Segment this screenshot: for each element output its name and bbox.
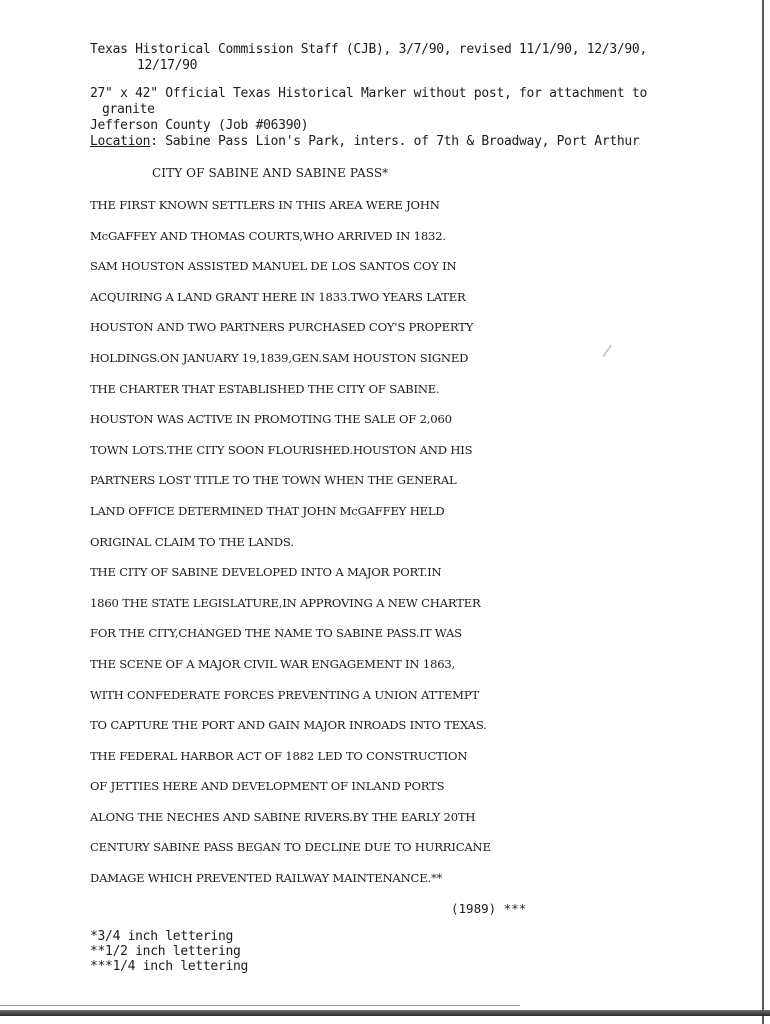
footnote: *3/4 inch lettering — [90, 929, 234, 944]
staff-revision-line-continued: 12/17/90 — [137, 58, 198, 73]
location-text: : Sabine Pass Lion's Park, inters. of 7th & Broadway, Port Arthur — [150, 134, 640, 149]
marker-text-line: ALONG THE NECHES AND SABINE RIVERS.BY THE EARLY 20TH — [90, 809, 476, 824]
marker-text-line: THE CITY OF SABINE DEVELOPED INTO A MAJOR PORT.IN — [90, 565, 442, 580]
staff-revision-line: Texas Historical Commission Staff (CJB), 3/7/90, revised 11/1/90, 12/3/90, — [90, 42, 647, 57]
marker-spec-line: 27" x 42" Official Texas Historical Marker without post, for attachment to — [90, 86, 647, 101]
marker-text-line: HOLDINGS.ON JANUARY 19,1839,GEN.SAM HOUSTON SIGNED — [90, 350, 469, 365]
marker-text-line: SAM HOUSTON ASSISTED MANUEL DE LOS SANTOS COY IN — [90, 259, 457, 274]
marker-text-line: 1860 THE STATE LEGISLATURE,IN APPROVING A NEW CHARTER — [90, 595, 481, 610]
marker-text-line: CENTURY SABINE PASS BEGAN TO DECLINE DUE TO HURRICANE — [90, 840, 491, 855]
marker-text-line: TOWN LOTS.THE CITY SOON FLOURISHED.HOUSTON AND HIS — [90, 442, 473, 457]
marker-title: CITY OF SABINE AND SABINE PASS* — [152, 166, 389, 180]
scan-edge-right — [762, 0, 764, 1024]
footnote: **1/2 inch lettering — [90, 944, 241, 959]
marker-text-line: WITH CONFEDERATE FORCES PREVENTING A UNION ATTEMPT — [90, 687, 479, 702]
marker-text-line: PARTNERS LOST TITLE TO THE TOWN WHEN THE GENERAL — [90, 473, 457, 488]
marker-text-line: THE FIRST KNOWN SETTLERS IN THIS AREA WERE JOHN — [90, 198, 440, 212]
footnote: ***1/4 inch lettering — [90, 959, 249, 974]
marker-text-line: THE FEDERAL HARBOR ACT OF 1882 LED TO CONSTRUCTION — [90, 748, 468, 763]
marker-text-line: ACQUIRING A LAND GRANT HERE IN 1833.TWO YEARS LATER — [90, 289, 466, 304]
marker-text-line: OF JETTIES HERE AND DEVELOPMENT OF INLAND PORTS — [90, 779, 445, 794]
marker-text-line: DAMAGE WHICH PREVENTED RAILWAY MAINTENANCE.** — [90, 871, 443, 886]
marker-text-line: McGAFFEY AND THOMAS COURTS,WHO ARRIVED IN 1832. — [90, 228, 446, 243]
marker-text-line: THE CHARTER THAT ESTABLISHED THE CITY OF SABINE. — [90, 381, 440, 396]
marker-spec-line-continued: granite — [102, 102, 155, 117]
location-line — [90, 134, 760, 150]
county-line: Jefferson County (Job #06390) — [90, 118, 309, 133]
marker-text-line: THE SCENE OF A MAJOR CIVIL WAR ENGAGEMENT IN 1863, — [90, 656, 456, 671]
marker-text — [90, 197, 690, 901]
scan-edge-bottom-line — [0, 1005, 520, 1006]
marker-text-line: TO CAPTURE THE PORT AND GAIN MAJOR INROADS INTO TEXAS. — [90, 718, 487, 733]
scan-edge-bottom — [0, 1010, 770, 1016]
marker-text-line: LAND OFFICE DETERMINED THAT JOHN McGAFFEY HELD — [90, 503, 445, 518]
marker-text-line: ORIGINAL CLAIM TO THE LANDS. — [90, 534, 294, 549]
marker-date: (1989) *** — [451, 901, 527, 916]
marker-text-line: HOUSTON WAS ACTIVE IN PROMOTING THE SALE OF 2,060 — [90, 412, 452, 427]
marker-text-line: HOUSTON AND TWO PARTNERS PURCHASED COY'S PROPERTY — [90, 320, 474, 335]
footnotes — [90, 929, 248, 974]
document-header — [90, 42, 760, 150]
marker-text-line: FOR THE CITY,CHANGED THE NAME TO SABINE PASS.IT WAS — [90, 626, 462, 641]
location-label: Location — [90, 134, 151, 149]
